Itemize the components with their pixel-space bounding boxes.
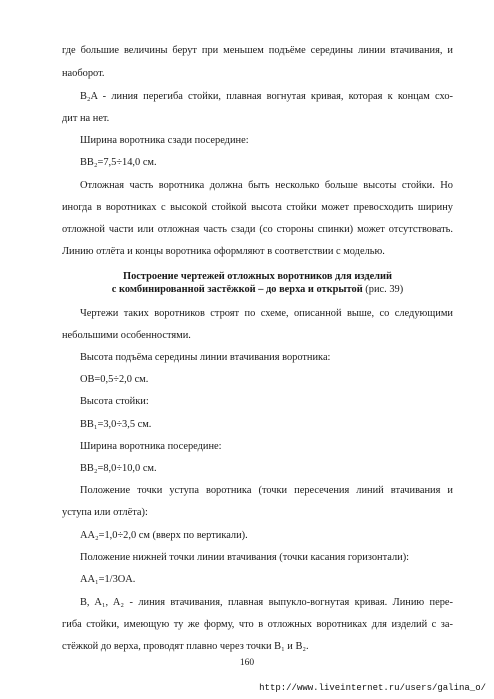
text-line: гиба стойки, имеющую ту же форму, что в отложных воротниках для изделий с за- — [62, 619, 453, 630]
section-heading — [62, 283, 453, 296]
text-line: Высота подъёма середины линии втачивания воротника: — [80, 352, 331, 363]
section-heading-text: с комбинированной застёжкой – до верха и открытой — [111, 284, 363, 295]
text-line: Высота стойки: — [80, 396, 149, 407]
formula-line: OB=0,5÷2,0 см. — [80, 374, 149, 385]
text-line: Положение точки уступа воротника (точки пересечения линий втачивания и — [80, 485, 453, 496]
text-line: где большие величины берут при меньшем подъёме середины линии втачивания, и — [62, 45, 453, 56]
text-line: Положение нижней точки линии втачивания (точки касания горизонтали): — [80, 552, 410, 563]
text-line: Ширина воротника сзади посередине: — [80, 135, 249, 146]
formula-line: AA₂=1,0÷2,0 см (вверх по вертикали). — [80, 530, 248, 541]
text-line: отложной части или отложная часть сзади (со стороны спинки) может отсутствовать. — [62, 224, 453, 235]
text-line: уступа или отлёта): — [62, 507, 148, 518]
text-line: Ширина воротника посередине: — [80, 441, 222, 452]
text-line: небольшими особенностями. — [62, 330, 191, 341]
text-line: стёжкой до верха, проводят плавно через точки B₁ и B₂. — [62, 641, 309, 652]
figure-reference: (рис. 39) — [362, 284, 404, 295]
text-line: Линию отлёта и концы воротника оформляют в соответствии с моделью. — [62, 246, 385, 257]
formula-line: BB₁=3,0÷3,5 см. — [80, 419, 152, 430]
section-heading: Построение чертежей отложных воротников для изделий — [122, 271, 392, 282]
text-line: B, A₁, A₂ - линия втачивания, плавная выпукло-вогнутая кривая. Линию пере- — [80, 597, 453, 608]
page-number: 160 — [239, 658, 255, 668]
text-line: B₂A - линия перегиба стойки, плавная вогнутая кривая, которая к концам схо- — [80, 91, 453, 102]
text-line: иногда в воротниках с высокой стойкой высота стойки может превосходить ширину — [62, 202, 453, 213]
text-line: дит на нет. — [62, 113, 110, 124]
text-line: наоборот. — [62, 68, 105, 79]
watermark-url[interactable]: http://www.liveinternet.ru/users/galina_o/ — [259, 683, 486, 693]
formula-line: AA₁=1/3OA. — [80, 574, 136, 585]
text-line: Отложная часть воротника должна быть несколько больше высоты стойки. Но — [80, 180, 453, 191]
formula-line: BB₂=8,0÷10,0 см. — [80, 463, 157, 474]
text-line: Чертежи таких воротников строят по схеме, описанной выше, со следующими — [80, 308, 453, 319]
formula-line: BB₂=7,5÷14,0 см. — [80, 157, 157, 168]
